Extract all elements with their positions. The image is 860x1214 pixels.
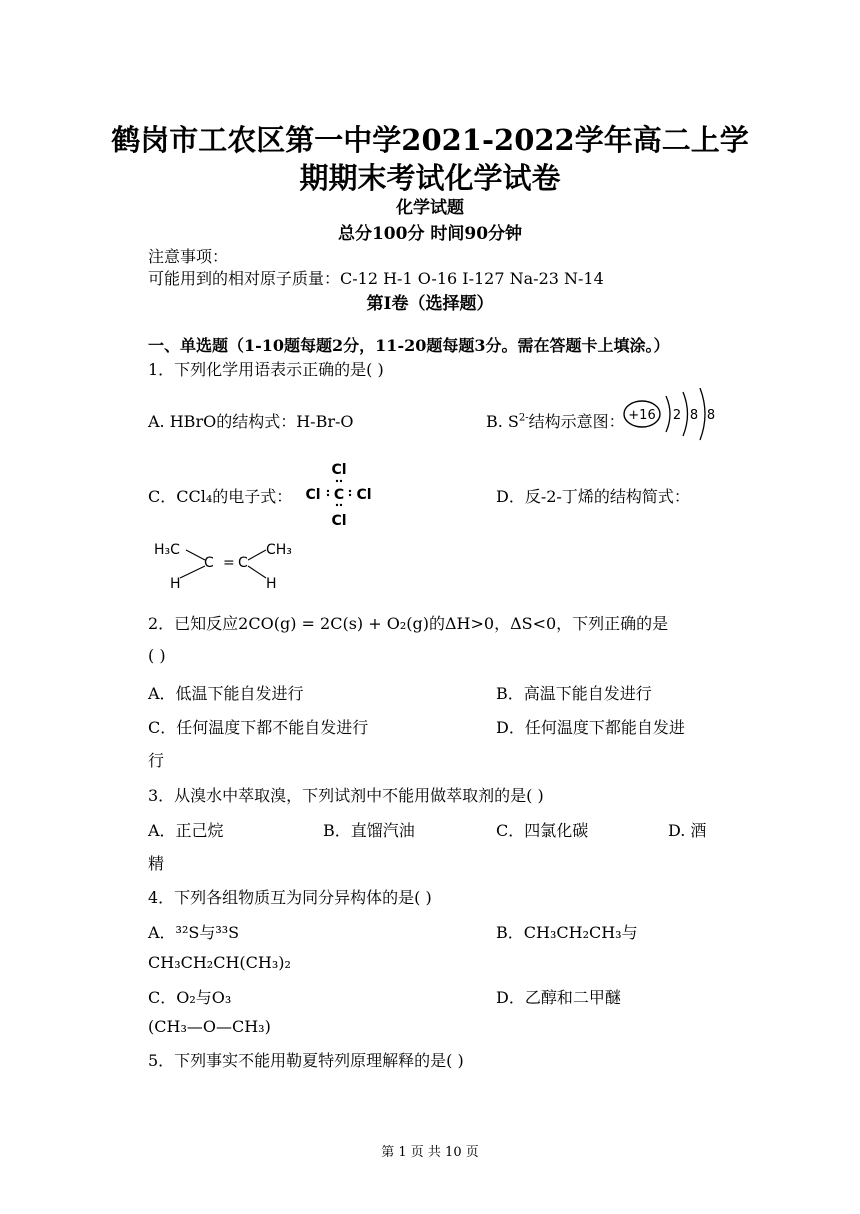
title-line-2: 期期末考试化学试卷 [299, 161, 561, 195]
cl-right: Cl [356, 487, 372, 503]
question-2-option-b: B．高温下能自发进行 [496, 684, 652, 703]
question-2-paren: ( ) [148, 646, 166, 665]
nucleus-charge: +16 [628, 408, 656, 423]
trans-2-butene-structure [150, 536, 310, 594]
group-h3c: H₃C [154, 542, 180, 558]
question-2-option-a: A．低温下能自发进行 [148, 684, 304, 703]
question-3-option-b: B．直馏汽油 [323, 821, 415, 840]
shell-2-count: 8 [689, 408, 699, 423]
subject-title: 化学试题 [396, 198, 464, 218]
shell-1-count: 2 [672, 408, 682, 423]
question-4-stem: 4．下列各组物质互为同分异构体的是( ) [148, 888, 432, 907]
part-title: 第Ⅰ卷（选择题） [366, 294, 494, 314]
group-ch3: CH₃ [266, 542, 292, 558]
question-4-option-d-wrap: (CH₃—O—CH₃) [148, 1017, 271, 1036]
question-3-stem: 3．从溴水中萃取溴，下列试剂中不能用做萃取剂的是( ) [148, 786, 544, 805]
atomic-mass-line: 可能用到的相对原子质量：C-12 H-1 O-16 I-127 Na-23 N-14 [148, 269, 604, 288]
question-3-option-c: C．四氯化碳 [496, 821, 589, 840]
question-3-option-d: D. 酒 [668, 821, 707, 840]
cl-left: Cl [305, 487, 321, 503]
hydrogen-left: H [170, 576, 181, 592]
question-4-option-c: C．O₂与O₃ [148, 988, 232, 1007]
question-2-option-d-wrap: 行 [148, 751, 165, 770]
cl-bottom: Cl [331, 513, 347, 529]
shell-3-count: 8 [706, 408, 716, 423]
question-1-option-c: C．CCl₄的电子式： [148, 487, 293, 506]
question-4-option-b-wrap: CH₃CH₂CH(CH₃)₂ [148, 953, 291, 972]
question-4-option-b: B．CH₃CH₂CH₃与 [496, 923, 638, 942]
hydrogen-right: H [266, 576, 277, 592]
notice-label: 注意事项： [148, 247, 229, 266]
question-4-option-d: D．乙醇和二甲醚 [496, 988, 621, 1007]
ccl4-electron-dot [300, 458, 380, 530]
title-line-1: 鹤岗市工农区第一中学2021-2022学年高二上学 [111, 123, 749, 157]
cl-top: Cl [331, 462, 347, 478]
double-bond: = [223, 555, 235, 571]
section-heading: 一、单选题（1-10题每题2分，11-20题每题3分。需在答题卡上填涂。） [148, 336, 670, 355]
question-2-option-c: C．任何温度下都不能自发进行 [148, 718, 369, 737]
question-1-option-a: A. HBrO的结构式：H-Br-O [148, 412, 354, 431]
question-2-stem: 2．已知反应2CO(g) = 2C(s) + O₂(g)的ΔH>0，ΔS<0，下列正确的是 [148, 614, 669, 633]
question-3-option-a: A．正己烷 [148, 821, 224, 840]
page-footer: 第 1 页 共 10 页 [381, 1145, 479, 1160]
carbon-center: C [333, 487, 345, 503]
question-3-option-d-wrap: 精 [148, 854, 165, 873]
carbon-right: C [238, 555, 248, 571]
question-1-option-d: D．反-2-丁烯的结构简式： [496, 487, 690, 506]
carbon-left: C [204, 555, 214, 571]
question-1-option-b: B. $S^{2-}$结构示意图： [486, 412, 625, 431]
question-4-option-a: A．³²S与³³S [148, 923, 240, 942]
score-time: 总分100分 时间90分钟 [337, 224, 523, 244]
question-5-stem: 5．下列事实不能用勒夏特列原理解释的是( ) [148, 1051, 464, 1070]
question-1-stem: 1．下列化学用语表示正确的是( ) [148, 360, 384, 379]
sulfide-ion-diagram [622, 388, 718, 446]
question-2-option-d: D．任何温度下都能自发进 [496, 718, 685, 737]
